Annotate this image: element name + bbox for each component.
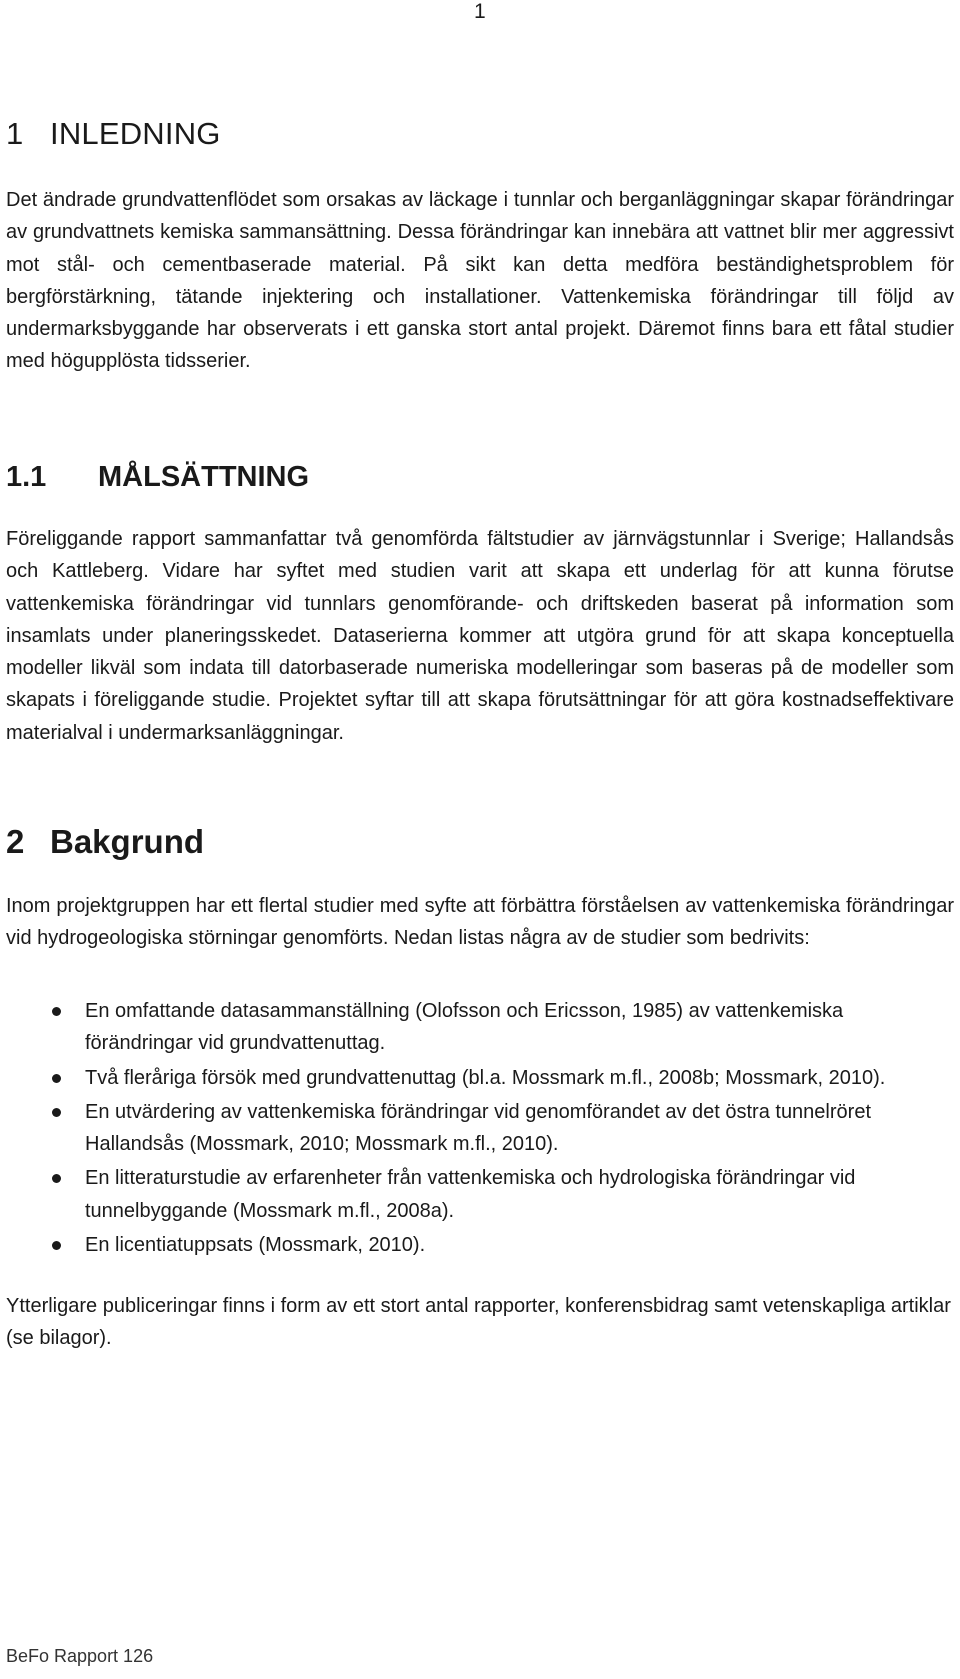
- intro-paragraph-block: [6, 184, 954, 378]
- list-item: [6, 1096, 954, 1161]
- list-item-text: En omfattande datasammanställning (Olofsson och Ericsson, 1985) av vattenkemiska förändringar vid grundvattenuttag.: [85, 1000, 844, 1055]
- list-item-text: Två fleråriga försök med grundvattenuttag (bl.a. Mossmark m.fl., 2008b; Mossmark, 2010).: [85, 1066, 886, 1089]
- list-item: [6, 1229, 954, 1261]
- list-item: [6, 1062, 954, 1094]
- closing-paragraph-block: [6, 1290, 954, 1355]
- bullet-icon: [52, 1108, 61, 1117]
- section-title: INLEDNING: [50, 116, 221, 151]
- footer-report-label: BeFo Rapport 126: [6, 1646, 154, 1666]
- background-paragraph-block: [6, 890, 954, 955]
- bullet-icon: [52, 1241, 61, 1250]
- list-item-text: En litteraturstudie av erfarenheter från vattenkemiska och hydrologiska förändringar vid tunnelbyggande (Mossmark m.fl., 2008a).: [85, 1167, 856, 1222]
- subsection-title: MÅLSÄTTNING: [98, 461, 310, 493]
- studies-list-block: [6, 995, 954, 1263]
- list-item-text: En licentiatuppsats (Mossmark, 2010).: [85, 1234, 426, 1257]
- section-number: 1: [6, 116, 24, 151]
- page-number: 1: [474, 0, 486, 23]
- goal-paragraph: Föreliggande rapport sammanfattar två genomförda fältstudier av järnvägstunnlar i Sverige; Hallandsås och Kattleberg. Vidare har syftet med studien varit att skapa ett underlag för att kunna förutse vattenkemiska förändringar vid tunnlars genomförande- och driftskeden baserat på information som insamlats under planeringsskedet. Dataserierna kommer att utgöra grund för att skapa konceptuella modeller likväl som indata till datorbaserade numeriska modelleringar som baseras på de modeller som skapats i föreliggande studie. Projektet syftar till att skapa förutsättningar för att göra kostnadseffektivare materialval i undermarksanläggningar.: [6, 528, 954, 744]
- list-item: [6, 995, 954, 1060]
- studies-list: [6, 995, 954, 1261]
- section-heading-inledning: [6, 114, 954, 154]
- background-paragraph: Inom projektgruppen har ett flertal studier med syfte att förbättra förståelsen av vattenkemiska förändringar vid hydrogeologiska störningar genomförts. Nedan listas några av de studier som bedrivits:: [6, 895, 954, 950]
- bullet-icon: [52, 1007, 61, 1016]
- list-item: [6, 1162, 954, 1227]
- section-number: 2: [6, 823, 25, 860]
- section-heading-bakgrund: [6, 821, 954, 863]
- section-title: Bakgrund: [50, 823, 205, 860]
- goal-paragraph-block: [6, 523, 954, 749]
- subsection-number: 1.1: [6, 461, 47, 493]
- intro-paragraph: Det ändrade grundvattenflödet som orsakas av läckage i tunnlar och berganläggningar skapar förändringar av grundvattnets kemiska sammansättning. Dessa förändringar kan innebära att vattnet blir mer aggressivt mot stål- och cementbaserade material. På sikt kan detta medföra beständighetsproblem för bergförstärkning, tätande injektering och installationer. Vattenkemiska förändringar till följd av undermarksbyggande har observerats i ett ganska stort antal projekt. Däremot finns bara ett fåtal studier med högupplösta tidsserier.: [6, 189, 954, 373]
- bullet-icon: [52, 1074, 61, 1083]
- section-heading-malsattning: [6, 458, 954, 496]
- closing-paragraph: Ytterligare publiceringar finns i form av ett stort antal rapporter, konferensbidrag samt vetenskapliga artiklar (se bilagor).: [6, 1295, 951, 1350]
- list-item-text: En utvärdering av vattenkemiska förändringar vid genomförandet av det östra tunnelröret Hallandsås (Mossmark, 2010; Mossmark m.fl., 2010).: [85, 1100, 871, 1156]
- bullet-icon: [52, 1174, 61, 1183]
